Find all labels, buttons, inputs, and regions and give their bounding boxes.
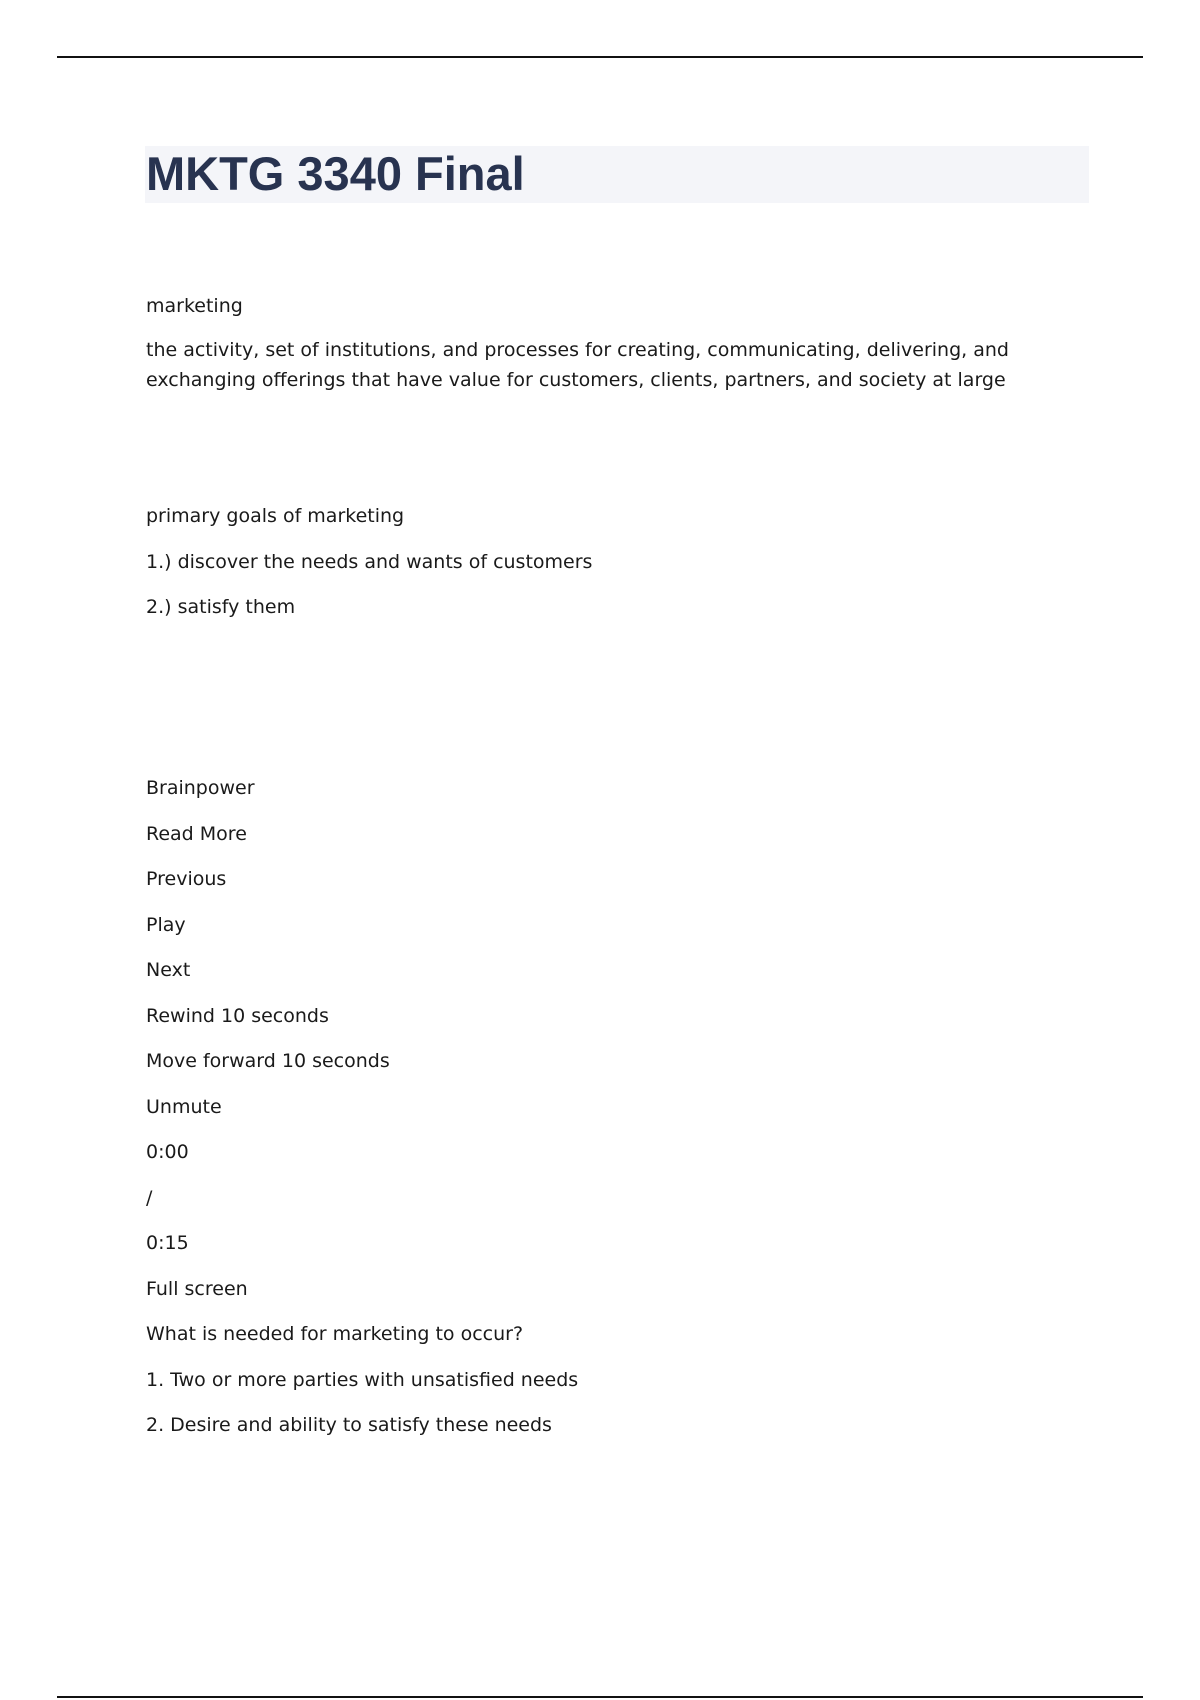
current-time-text: 0:00 — [146, 1141, 189, 1163]
player-brand-text: Brainpower — [146, 777, 255, 799]
card-2-line-2: 2.) satisfy them — [146, 596, 296, 618]
time-separator-text: / — [146, 1187, 153, 1209]
forward-text: Move forward 10 seconds — [146, 1050, 390, 1072]
card-2-line-1: 1.) discover the needs and wants of customers — [146, 551, 593, 573]
card-3-line-1: 1. Two or more parties with unsatisfied needs — [146, 1369, 579, 1391]
card-3-term: What is needed for marketing to occur? — [146, 1323, 524, 1345]
read-more-text: Read More — [146, 823, 247, 845]
full-screen-text: Full screen — [146, 1278, 248, 1300]
card-2-term: primary goals of marketing — [146, 505, 405, 527]
rewind-text: Rewind 10 seconds — [146, 1005, 329, 1027]
previous-text: Previous — [146, 868, 227, 890]
play-text: Play — [146, 914, 186, 936]
next-text: Next — [146, 959, 191, 981]
bottom-rule — [57, 1696, 1143, 1698]
top-rule — [57, 56, 1143, 58]
page-title: MKTG 3340 Final — [146, 147, 525, 200]
card-1-term: marketing — [146, 295, 243, 317]
duration-text: 0:15 — [146, 1232, 189, 1254]
card-1-definition: the activity, set of institutions, and processes for creating, communicating, delivering, and exchanging offerings that have value for customers, clients, partners, and society at large — [146, 339, 1009, 391]
card-3-line-2: 2. Desire and ability to satisfy these needs — [146, 1414, 552, 1436]
unmute-text: Unmute — [146, 1096, 222, 1118]
